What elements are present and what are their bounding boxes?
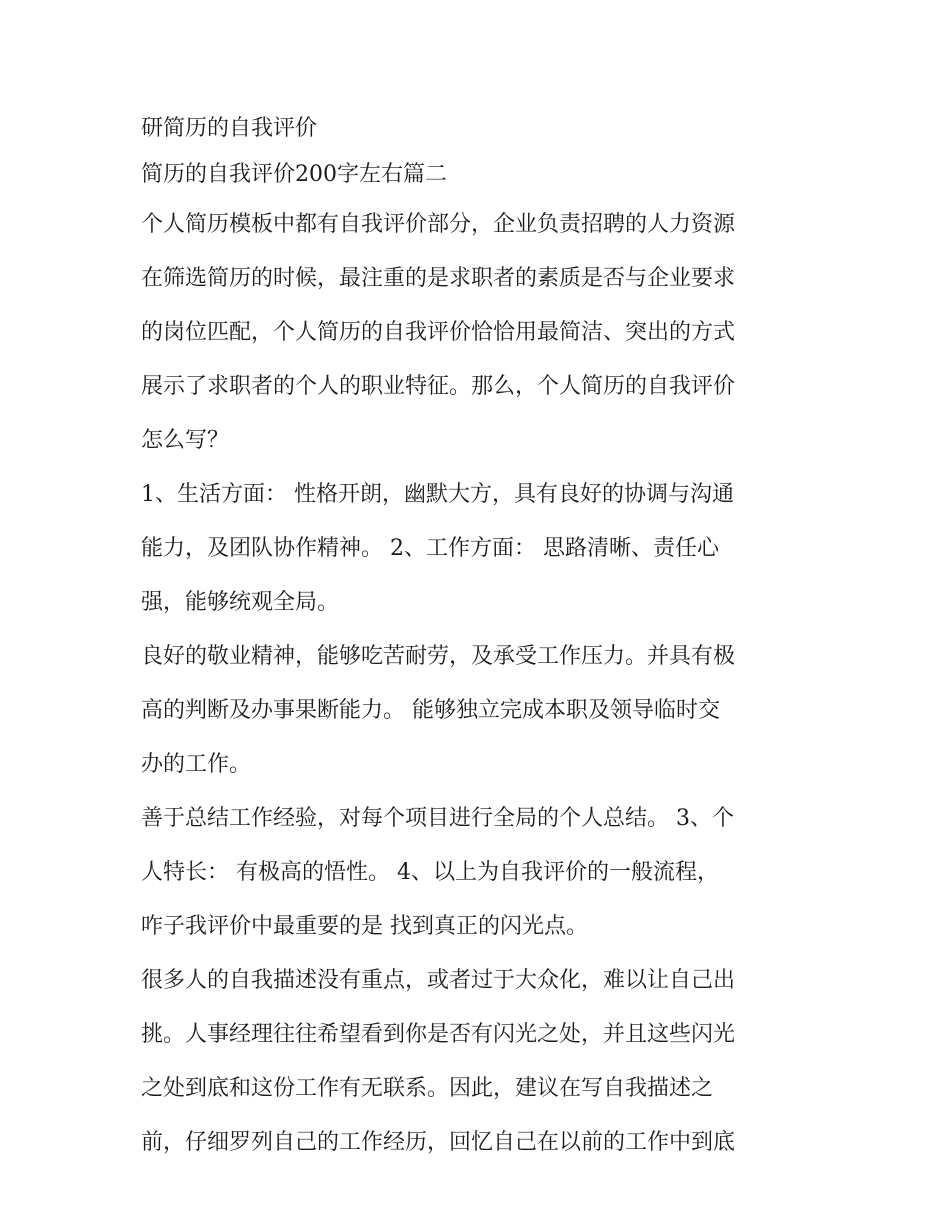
document-body (141, 106, 821, 1170)
paragraph-line: 的岗位匹配，个人简历的自我评价恰恰用最简洁、突出的方式 (141, 320, 736, 345)
paragraph-line: 高的判断及办事果断能力。 能够独立完成本职及领导临时交 (141, 698, 720, 723)
paragraph-line: 之处到底和这份工作有无联系。因此，建议在写自我描述之 (141, 1076, 714, 1101)
paragraph-line: 善于总结工作经验，对每个项目进行全局的个人总结。 3、个 (141, 806, 734, 831)
paragraph-line: 怎么写？ (141, 428, 230, 453)
paragraph-line: 能力，及团队协作精神。 2、工作方面： 思路清晰、责任心 (141, 536, 719, 561)
paragraph-line: 在筛选简历的时候，最注重的是求职者的素质是否与企业要求 (141, 266, 736, 291)
paragraph-dedication (141, 630, 821, 792)
paragraph-summary (141, 792, 821, 954)
paragraph-line: 很多人的自我描述没有重点，或者过于大众化，难以让自己出 (141, 968, 736, 993)
paragraph-line: 人特长： 有极高的悟性。 4、以上为自我评价的一般流程， (141, 860, 719, 885)
paragraph-line: 良好的敬业精神，能够吃苦耐劳，及承受工作压力。并具有极 (141, 644, 736, 669)
document-subtitle: 简历的自我评价200字左右篇二 (141, 162, 447, 187)
paragraph-line: 挑。人事经理往往希望看到你是否有闪光之处，并且这些闪光 (141, 1022, 736, 1047)
paragraph-line: 前，仔细罗列自己的工作经历，回忆自己在以前的工作中到底 (141, 1130, 736, 1155)
paragraph-line: 1、生活方面： 性格开朗，幽默大方，具有良好的协调与沟通 (141, 482, 734, 507)
paragraph-line: 强，能够统观全局。 (141, 590, 340, 615)
document-title: 研简历的自我评价 (141, 116, 318, 141)
paragraph-highlight (141, 954, 821, 1170)
paragraph-line: 办的工作。 (141, 752, 252, 777)
paragraph-line: 展示了求职者的个人的职业特征。那么，个人简历的自我评价 (141, 374, 736, 399)
paragraph-line: 咋子我评价中最重要的是 找到真正的闪光点。 (141, 914, 588, 939)
paragraph-life-work (141, 468, 821, 630)
paragraph-line: 个人简历模板中都有自我评价部分，企业负责招聘的人力资源 (141, 212, 736, 237)
paragraph-intro (141, 198, 821, 468)
